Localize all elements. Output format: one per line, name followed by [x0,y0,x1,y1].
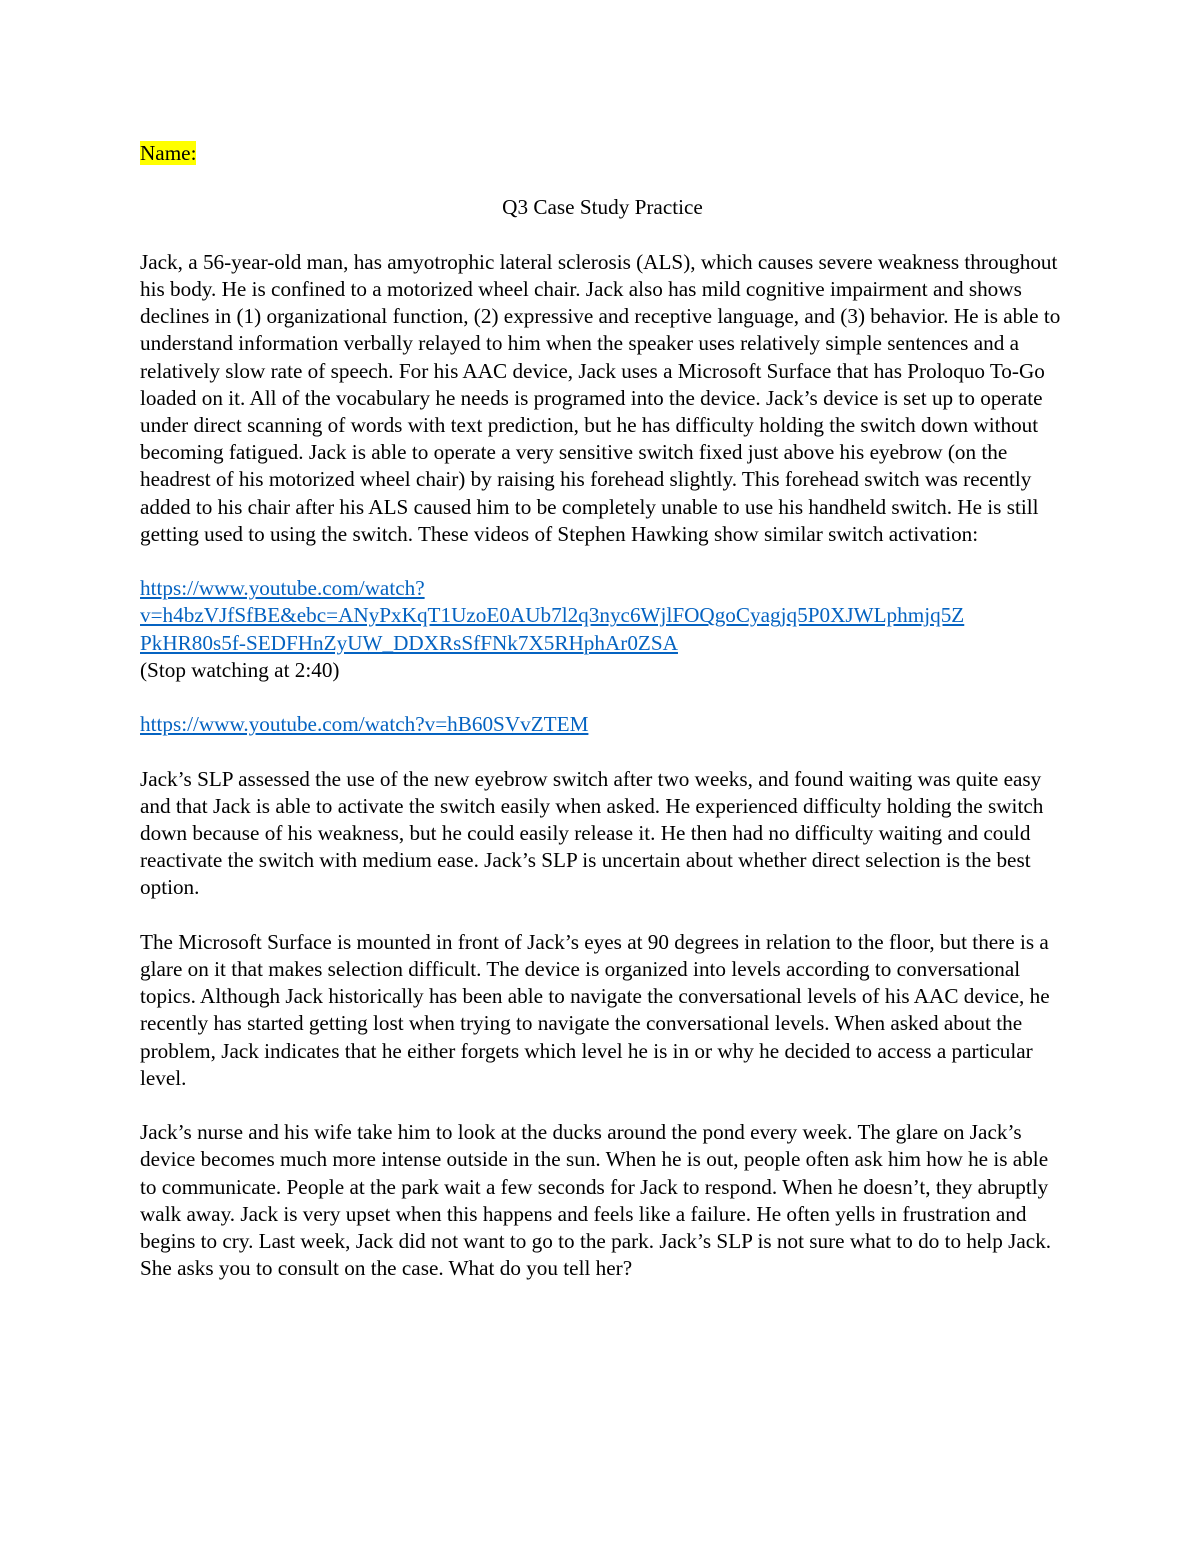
paragraph-intro: Jack, a 56-year-old man, has amyotrophic lateral sclerosis (ALS), which causes severe weakness throughout his body. He is confined to a motorized wheel chair. Jack also has mild cognitive impairment and shows declines in (1) organizational function, (2) expressive and receptive language, and (3) behavior. He is able to understand information verbally relayed to him when the speaker uses relatively simple sentences and a relatively slow rate of speech. For his AAC device, Jack uses a Microsoft Surface that has Proloquo To-Go loaded on it. All of the vocabulary he needs is programed into the device. Jack’s device is set up to operate under direct scanning of words with text prediction, but he has difficulty holding the switch down without becoming fatigued. Jack is able to operate a very sensitive switch fixed just above his eyebrow (on the headrest of his motorized wheel chair) by raising his forehead slightly. This forehead switch was recently added to his chair after his ALS caused him to be completely unable to use his handheld switch. He is still getting used to using the switch. These videos of Stephen Hawking show similar switch activation: [140,249,1061,546]
paragraph-park: Jack’s nurse and his wife take him to look at the ducks around the pond every week. The glare on Jack’s device becomes much more intense outside in the sun. When he is out, people often ask him how he is able to communicate. People at the park wait a few seconds for Jack to respond. When he doesn’t, they abruptly walk away. Jack is very upset when this happens and feels like a failure. He often yells in frustration and begins to cry. Last week, Jack did not want to go to the park. Jack’s SLP is not sure what to do to help Jack. She asks you to consult on the case. What do you tell her? [140,1120,1052,1281]
video-link-1-line-2[interactable]: v=h4bzVJfSfBE&ebc=ANyPxKqT1UzoE0AUb7l2q3nyc6WjlFOQgoCyagjq5P0XJWLphmjq5Z [140,603,965,628]
video-link-1-line-1[interactable]: https://www.youtube.com/watch? [140,576,425,601]
video-link-1-line-3[interactable]: PkHR80s5f-SEDFHnZyUW_DDXRsSfFNk7X5RHphAr0ZSA [140,630,678,655]
video-link-1-note: (Stop watching at 2:40) [140,657,340,682]
document-page [140,140,1065,1310]
video-link-2[interactable]: https://www.youtube.com/watch?v=hB60SVvZTEM [140,712,589,737]
video-link-1-block [140,575,1065,657]
paragraph-device: The Microsoft Surface is mounted in front of Jack’s eyes at 90 degrees in relation to the floor, but there is a glare on it that makes selection difficult. The device is organized into levels according to conversational topics. Although Jack historically has been able to navigate the conversational levels of his AAC device, he recently has started getting lost when trying to navigate the conversational levels. When asked about the problem, Jack indicates that he either forgets which level he is in or why he decided to access a particular level. [140,929,1050,1090]
video-link-2-line [140,711,1065,738]
document-title: Q3 Case Study Practice [502,195,703,220]
paragraph-assessment: Jack’s SLP assessed the use of the new eyebrow switch after two weeks, and found waiting was quite easy and that Jack is able to activate the switch easily when asked. He experienced difficulty holding the switch down because of his weakness, but he could easily release it. He then had no difficulty waiting and could reactivate the switch with medium ease. Jack’s SLP is uncertain about whether direct selection is the best option. [140,766,1044,900]
name-field-line [140,140,1065,167]
name-label: Name: [140,141,197,165]
